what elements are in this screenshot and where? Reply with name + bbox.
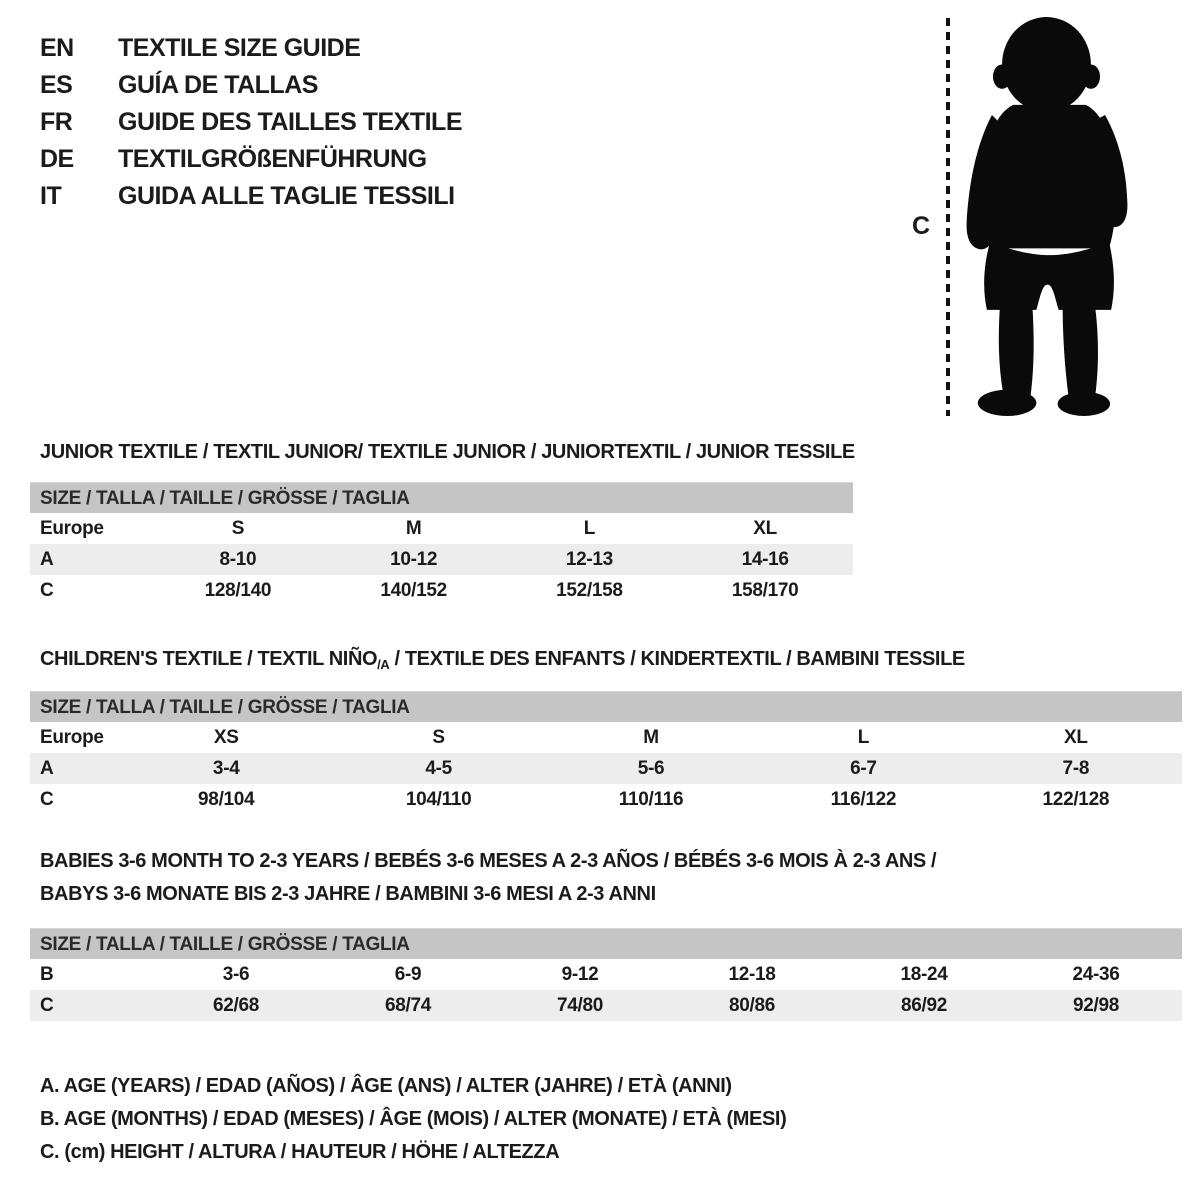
guide-title: GUIDA ALLE TAGLIE TESSILI (118, 182, 455, 210)
months-cell: 18-24 (900, 963, 948, 985)
heading-text: CHILDREN'S TEXTILE / TEXTIL NIÑO (40, 648, 378, 670)
months-cell: 3-6 (222, 963, 250, 985)
age-cell: 12-13 (565, 548, 613, 570)
table-row-months (30, 959, 1182, 990)
height-measure-dashed-line (946, 18, 950, 416)
age-cell: 10-12 (390, 548, 438, 570)
row-label: Europe (40, 726, 104, 748)
table-row-height (30, 990, 1182, 1021)
legend-age-years: A. AGE (YEARS) / EDAD (AÑOS) / ÂGE (ANS) / ALTER (JAHRE) / ETÀ (ANNI) (40, 1075, 732, 1097)
size-cell: L (583, 517, 596, 539)
age-cell: 4-5 (425, 757, 452, 779)
height-cell: 98/104 (198, 788, 255, 810)
row-label: A (40, 548, 54, 570)
measure-legend (40, 1070, 786, 1169)
height-cell: 74/80 (556, 994, 604, 1016)
babies-size-table (30, 928, 1182, 1021)
row-label: C (40, 579, 54, 601)
months-cell: 6-9 (394, 963, 422, 985)
heading-line-1: BABIES 3-6 MONTH TO 2-3 YEARS / BEBÉS 3-6 MESES A 2-3 AÑOS / BÉBÉS 3-6 MOIS À 2-3 ANS / (40, 850, 937, 872)
legend-age-months: B. AGE (MONTHS) / EDAD (MESES) / ÂGE (MOIS) / ALTER (MONATE) / ETÀ (MESI) (40, 1108, 787, 1130)
size-cell: L (857, 726, 870, 748)
height-cell: 116/122 (830, 788, 897, 810)
guide-title: TEXTILGRÖßENFÜHRUNG (118, 145, 427, 173)
size-cell: M (405, 517, 422, 539)
row-label: C (40, 788, 54, 810)
months-cell: 12-18 (728, 963, 776, 985)
months-cell: 9-12 (561, 963, 599, 985)
height-cell: 128/140 (204, 579, 272, 601)
height-cell: 92/98 (1072, 994, 1120, 1016)
language-row-fr (40, 104, 462, 141)
children-size-table (30, 691, 1182, 815)
age-cell: 8-10 (219, 548, 257, 570)
junior-size-table (30, 482, 853, 606)
height-cell: 104/110 (405, 788, 472, 810)
language-row-it (40, 178, 462, 215)
height-cell: 86/92 (900, 994, 948, 1016)
age-cell: 14-16 (741, 548, 789, 570)
size-header-bar: SIZE / TALLA / TAILLE / GRÖSSE / TAGLIA (30, 482, 853, 513)
size-cell: S (231, 517, 245, 539)
age-cell: 6-7 (850, 757, 877, 779)
guide-title: GUIDE DES TAILLES TEXTILE (118, 108, 463, 136)
height-cell: 68/74 (384, 994, 432, 1016)
height-cell: 152/158 (556, 579, 623, 601)
language-row-en (40, 30, 462, 67)
heading-text: / TEXTILE DES ENFANTS / KINDERTEXTIL / BAMBINI TESSILE (389, 648, 965, 670)
height-cell: 62/68 (212, 994, 260, 1016)
row-label: C (40, 994, 54, 1016)
size-cell: M (643, 726, 659, 748)
table-row-height (30, 575, 853, 606)
table-row-age (30, 544, 853, 575)
table-row-age (30, 753, 1182, 784)
baby-silhouette-icon (958, 14, 1140, 418)
height-measure-label: C (912, 212, 931, 240)
height-cell: 122/128 (1042, 788, 1110, 810)
size-header-bar: SIZE / TALLA / TAILLE / GRÖSSE / TAGLIA (30, 691, 1182, 722)
age-cell: 7-8 (1062, 757, 1090, 779)
junior-section-heading: JUNIOR TEXTILE / TEXTIL JUNIOR/ TEXTILE JUNIOR / JUNIORTEXTIL / JUNIOR TESSILE (40, 441, 855, 463)
language-code: EN (40, 34, 74, 62)
guide-title: GUÍA DE TALLAS (118, 71, 318, 99)
language-code: FR (40, 108, 73, 136)
language-code: ES (40, 71, 73, 99)
language-code: DE (40, 145, 74, 173)
size-header-bar: SIZE / TALLA / TAILLE / GRÖSSE / TAGLIA (30, 928, 1182, 959)
language-row-es (40, 67, 462, 104)
age-cell: 5-6 (637, 757, 665, 779)
guide-title: TEXTILE SIZE GUIDE (118, 34, 361, 62)
language-row-de (40, 141, 462, 178)
table-row-europe (30, 722, 1182, 753)
table-row-europe (30, 513, 853, 544)
height-cell: 110/116 (618, 788, 684, 810)
row-label: A (40, 757, 54, 779)
babies-section-heading (40, 845, 936, 911)
children-section-heading (40, 643, 965, 677)
months-cell: 24-36 (1072, 963, 1120, 985)
language-title-list (40, 30, 462, 215)
height-cell: 80/86 (728, 994, 776, 1016)
row-label: B (40, 963, 54, 985)
size-cell: S (432, 726, 445, 748)
height-cell: 158/170 (731, 579, 799, 601)
legend-height-cm: C. (cm) HEIGHT / ALTURA / HAUTEUR / HÖHE / ALTEZZA (40, 1141, 560, 1163)
heading-subscript: /A (377, 657, 390, 672)
table-row-height (30, 784, 1182, 815)
age-cell: 3-4 (212, 757, 240, 779)
size-cell: XL (1063, 726, 1088, 748)
height-cell: 140/152 (380, 579, 447, 601)
heading-line-2: BABYS 3-6 MONATE BIS 2-3 JAHRE / BAMBINI 3-6 MESI A 2-3 ANNI (40, 883, 656, 905)
size-cell: XL (753, 517, 777, 539)
row-label: Europe (40, 517, 104, 539)
size-cell: XS (213, 726, 239, 748)
language-code: IT (40, 182, 62, 210)
